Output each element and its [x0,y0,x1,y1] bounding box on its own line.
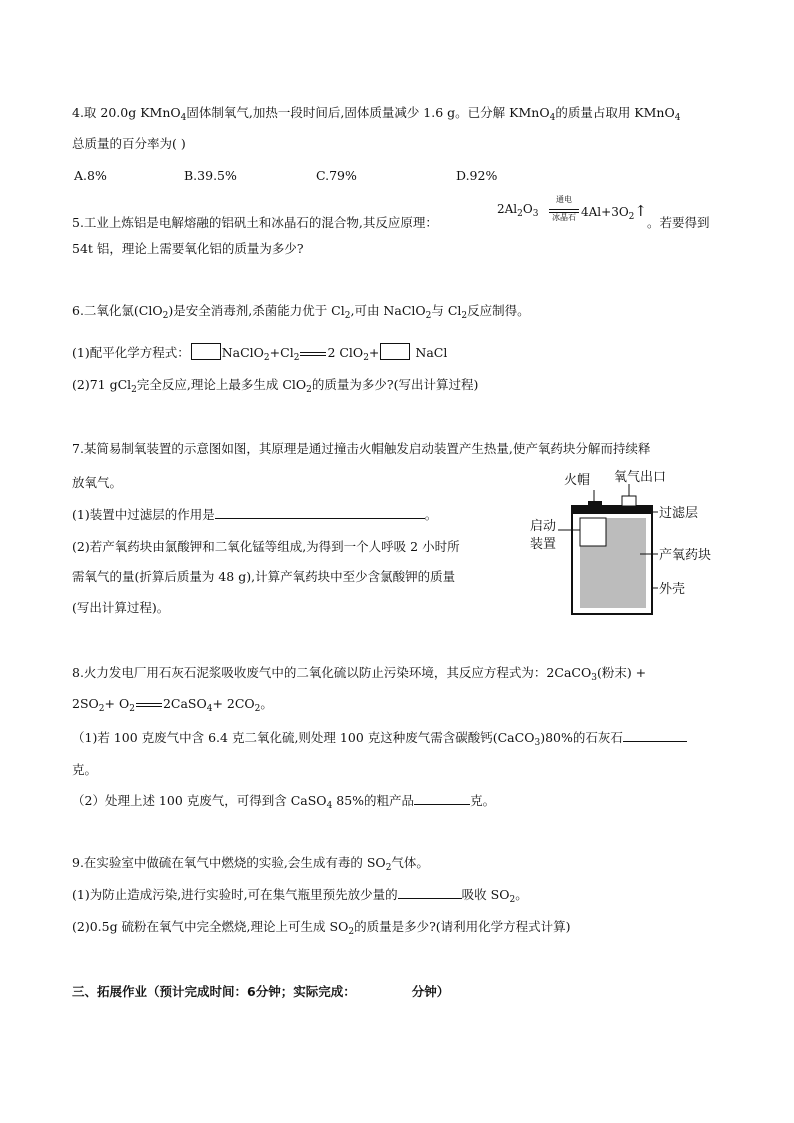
label-filter: 过滤层 [659,506,699,521]
q5-line1: 5.工业上炼铝是电解熔融的铝矾土和冰晶石的混合物,其反应原理： [72,215,438,230]
q7-part1: (1)装置中过滤层的作用是 。 [72,507,438,522]
q4-line1: 4.取 20.0g KMnO$_4$固体制氧气,加热一段时间后,固体质量减少 1.6 g。已分解 KMnO$_4$的质量占取用 KMnO$_4$ [72,105,681,123]
q9-answer-blank[interactable] [398,886,462,899]
q8-answer-blank-2[interactable] [414,792,470,805]
q5-reaction-formula: $2Al_2O_3$ 通电 冰晶石 $4Al+3O_2↑$ [497,195,647,222]
label-block: 产氧药块 [659,548,712,563]
q5-line2: 54t 铝，理论上需要氧化铝的质量为多少? [72,241,304,256]
q7-answer-blank[interactable] [215,506,425,519]
q4-line2: 总质量的百分率为( ) [72,136,186,151]
q8-line1: 8.火力发电厂用石灰石泥浆吸收废气中的二氧化硫以防止污染环境，其反应方程式为：2CaCO$_3$(粉末) + [72,665,647,683]
q4-option-c: C.79% [316,168,357,183]
q5-condition-top: 通电 [556,195,572,204]
q7-part2-line1: (2)若产氧药块由氯酸钾和二氧化锰等组成,为得到一个人呼吸 2 小时所 [72,539,460,554]
section3-heading: 三、拓展作业（预计完成时间：6分钟；实际完成： 分钟） [72,984,450,999]
q8-answer-blank-1[interactable] [623,729,687,742]
q7-part2-line3: (写出计算过程)。 [72,600,170,615]
q8-line2: $2SO_2+ O_2$ 2CaSO$_4$+ $2CO_2$。 [72,696,273,714]
q6-coef-box-2[interactable] [380,343,410,360]
q7-part2-line2: 需氧气的量(折算后质量为 48 g),计算产氧药块中至少含氯酸钾的质量 [72,569,456,584]
q7-line1: 7.某简易制氧装置的示意图如图，其原理是通过撞击火帽触发启动装置产生热量,使产氧药块分解而持续释 [72,441,651,456]
label-shell: 外壳 [659,582,686,597]
q4-option-d: D.92% [456,168,498,183]
starter-device [580,518,606,546]
q5-condition-bottom: 冰晶石 [552,213,576,222]
q8-equal-sign [136,703,162,707]
q7-line2: 放氧气。 [72,475,123,490]
q6-part2: (2)71 gCl$_2$完全反应,理论上最多生成 ClO$_2$的质量为多少?(写出计算过程) [72,377,479,395]
outlet-shape [622,496,636,506]
q9-part2: (2)0.5g 硫粉在氧气中完全燃烧,理论上可生成 $SO_2$的质量是多少?(请利用化学方程式计算) [72,919,571,937]
q4-option-b: B.39.5% [184,168,237,183]
label-cap: 火帽 [564,473,591,488]
q9-part1: (1)为防止造成污染,进行实验时,可在集气瓶里预先放少量的 吸收 $SO_2$。 [72,887,528,905]
q5-line1-end: 。若要得到 [647,215,710,230]
q4-option-a: A.8% [74,168,107,183]
q9-line1: 9.在实验室中做硫在氧气中燃烧的实验,会生成有毒的 $SO_2$气体。 [72,855,429,873]
label-outlet: 氧气出口 [614,470,667,485]
q6-equal-sign [300,352,326,356]
q8-part1-unit: 克。 [72,762,98,777]
filter-layer [572,506,652,514]
label-starter-1: 启动 [530,519,557,534]
q8-part2: （2）处理上述 100 克废气，可得到含 CaSO$_4$ 85%的粗产品 克。 [72,793,496,811]
q6-line1: 6.二氧化氯(ClO$_2$)是安全消毒剂,杀菌能力优于 $Cl_2$,可由 NaClO$_2$与 $Cl_2$反应制得。 [72,303,530,321]
cap-shape [588,501,602,508]
label-starter-2: 装置 [530,537,557,552]
q6-coef-box-1[interactable] [191,343,221,360]
q6-part1: (1)配平化学方程式： $NaClO_2+Cl_2$ 2 ClO$_2$+ NaCl [72,345,448,363]
q8-part1: （1)若 100 克废气中含 6.4 克二氧化硫,则处理 100 克这种废气需含碳酸钙(CaCO$_3$)80%的石灰石 [72,729,687,752]
oxygen-generator-diagram [528,468,738,620]
